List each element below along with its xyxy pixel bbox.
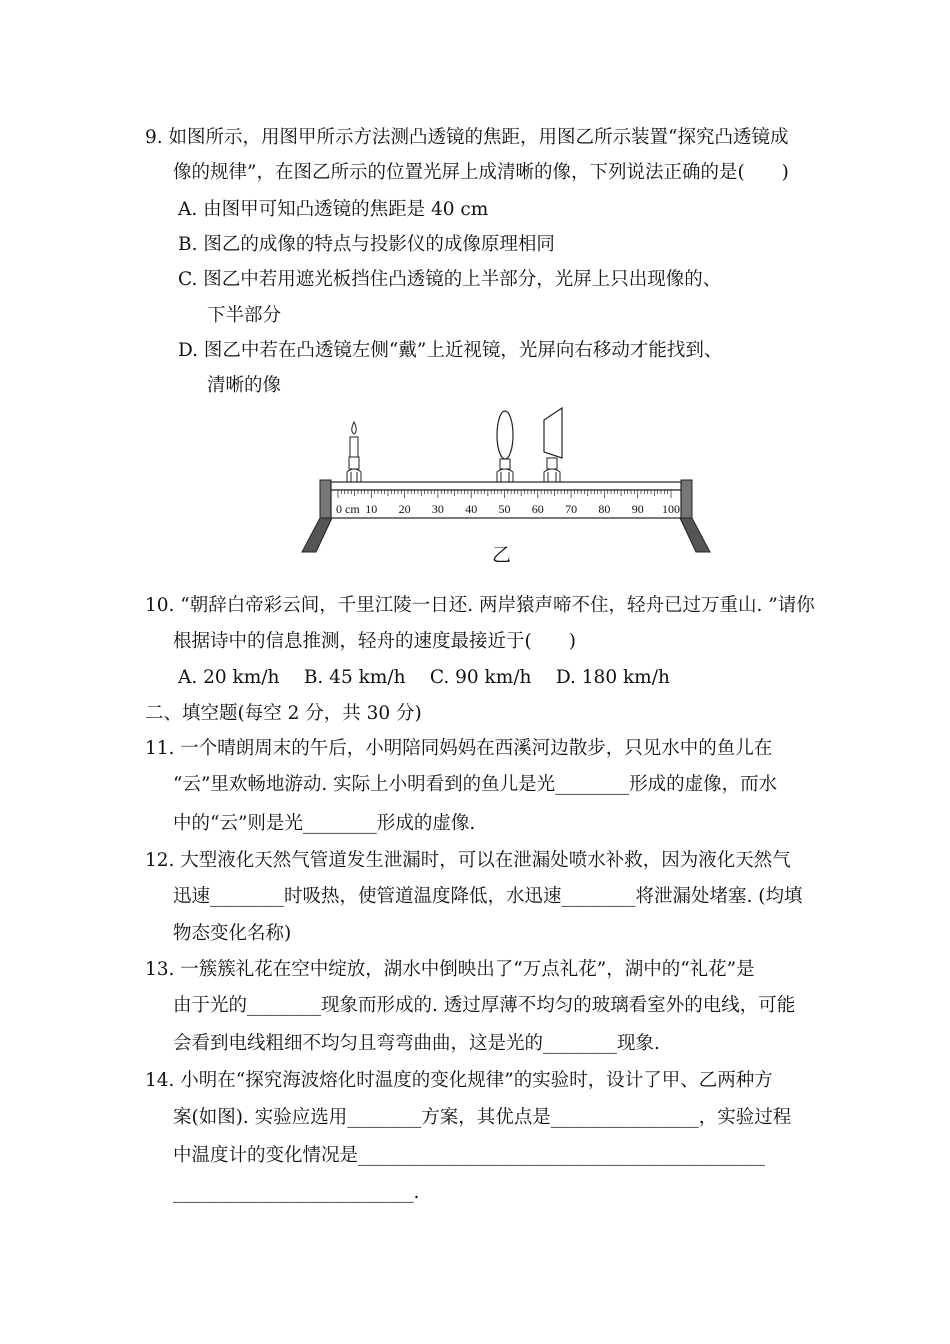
tick-label-90: 90 — [631, 502, 644, 516]
tick-label-80: 80 — [598, 502, 611, 516]
q9-option-c-line-1: C. 图乙中若用遮光板挡住凸透镜的上半部分，光屏上只出现像的、 — [178, 269, 722, 290]
q10-stem-line-1: 10. “朝辞白帝彩云间，千里江陵一日还. 两岸猿声啼不住，轻舟已过万重山. ”请你 — [145, 595, 815, 616]
q12-line-1: 12. 大型液化天然气管道发生泄漏时，可以在泄漏处喷水补救，因为液化天然气 — [145, 850, 791, 871]
tick-label-30: 30 — [431, 502, 444, 516]
section-2-title: 二、填空题(每空 2 分，共 30 分) — [145, 703, 422, 724]
candle — [347, 422, 361, 482]
q13-line-3: 会看到电线粗细不均匀且弯弯曲曲，这是光的________现象. — [173, 1033, 660, 1054]
q9-option-d-line-2: 清晰的像 — [207, 375, 282, 396]
tick-label-60: 60 — [531, 502, 544, 516]
q13-line-2: 由于光的________现象而形成的. 透过厚薄不均匀的玻璃看室外的电线，可能 — [173, 995, 796, 1016]
tick-label-70: 70 — [565, 502, 578, 516]
convex-lens — [497, 411, 513, 482]
q9-option-c-line-2: 下半部分 — [207, 305, 282, 326]
q9-stem-line-2: 像的规律”，在图乙所示的位置光屏上成清晰的像，下列说法正确的是( ) — [173, 162, 789, 183]
tick-label-10: 10 — [365, 502, 378, 516]
q11-line-3: 中的“云”则是光________形成的虚像. — [173, 813, 476, 834]
tick-label-20: 20 — [398, 502, 411, 516]
q11-line-1: 11. 一个晴朗周末的午后，小明陪同妈妈在西溪河边散步，只见水中的鱼儿在 — [145, 738, 773, 759]
q14-line-3: 中温度计的变化情况是____________________________________________ — [173, 1145, 766, 1166]
q14-line-4: __________________________. — [173, 1182, 420, 1203]
q12-line-3: 物态变化名称) — [173, 923, 292, 944]
q14-line-2: 案(如图). 实验应选用________方案，其优点是________________，实验过程 — [173, 1107, 792, 1128]
tick-label-0: 0 cm — [336, 502, 360, 516]
q12-line-2: 迅速________时吸热，使管道温度降低，水迅速________将泄漏处堵塞. (均填 — [173, 886, 803, 907]
bench-rail — [331, 482, 681, 490]
q10-stem-line-2: 根据诗中的信息推测，轻舟的速度最接近于( ) — [173, 631, 576, 652]
left-end-block — [320, 480, 331, 518]
q9-stem-line-1: 9. 如图所示，用图甲所示方法测凸透镜的焦距，用图乙所示装置“探究凸透镜成 — [145, 127, 789, 148]
q10-options: A. 20 km/h B. 45 km/h C. 90 km/h D. 180 km/h — [178, 667, 670, 688]
right-end-block — [681, 480, 692, 518]
left-leg — [302, 518, 332, 552]
q13-line-1: 13. 一簇簇礼花在空中绽放，湖水中倒映出了“万点礼花”，湖中的“礼花”是 — [145, 959, 755, 980]
q11-line-2: “云”里欢畅地游动. 实际上小明看到的鱼儿是光________形成的虚像，而水 — [173, 774, 778, 795]
right-leg — [680, 518, 710, 552]
q9-option-a: A. 由图甲可知凸透镜的焦距是 40 cm — [178, 199, 489, 220]
light-screen — [544, 408, 562, 482]
tick-label-50: 50 — [498, 502, 511, 516]
tick-label-40: 40 — [465, 502, 478, 516]
figure-caption: 乙 — [492, 544, 512, 566]
tick-label-100: 100 — [662, 502, 680, 516]
q14-line-1: 14. 小明在“探究海波熔化时温度的变化规律”的实验时，设计了甲、乙两种方 — [145, 1070, 773, 1091]
q9-option-d-line-1: D. 图乙中若在凸透镜左侧“戴”上近视镜，光屏向右移动才能找到、 — [178, 340, 723, 361]
q9-option-b: B. 图乙的成像的特点与投影仪的成像原理相同 — [178, 234, 555, 255]
